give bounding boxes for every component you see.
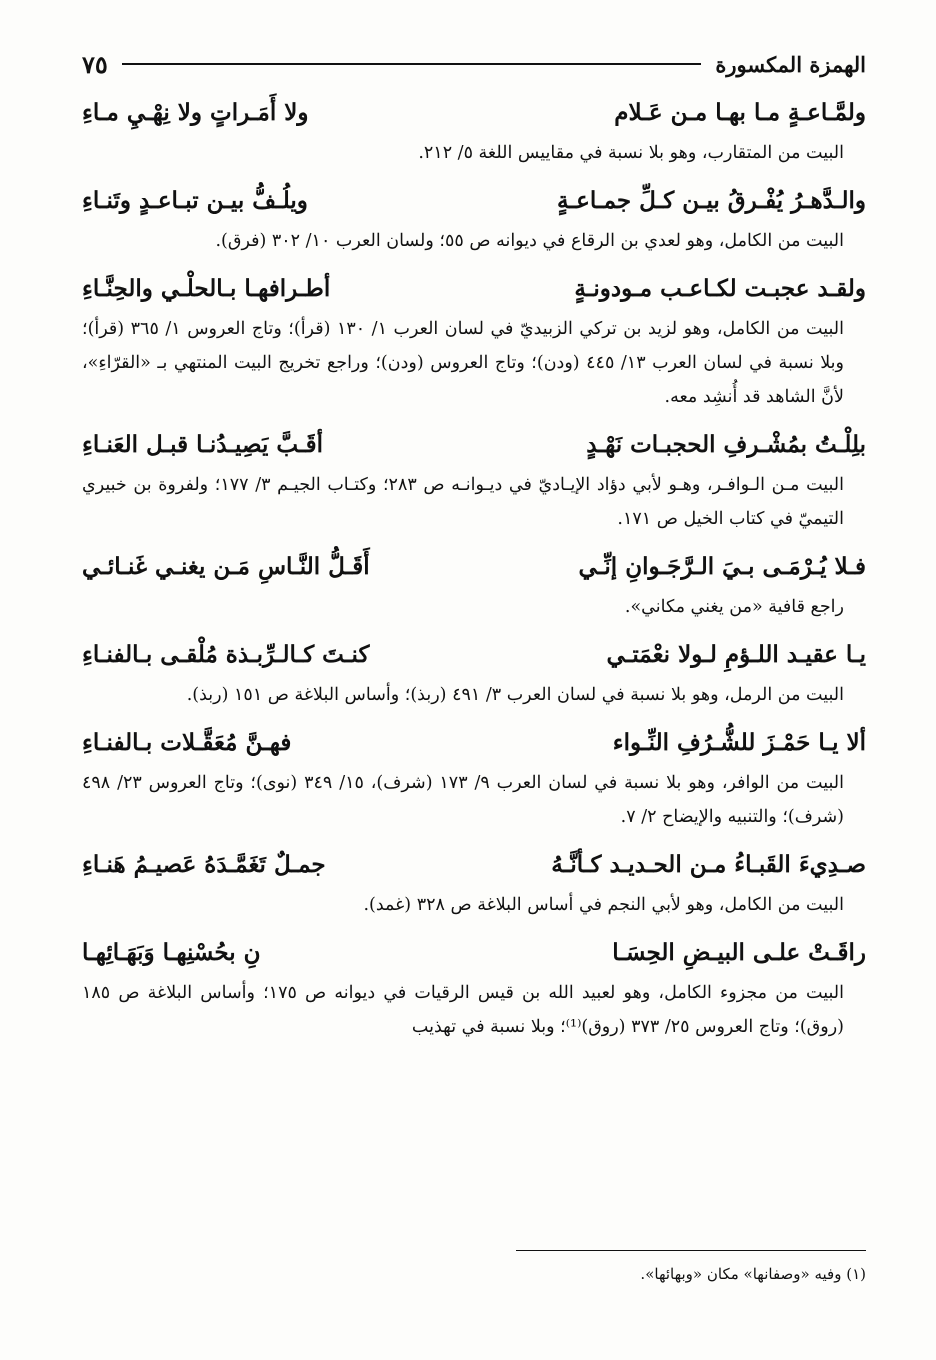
verse xyxy=(82,266,866,312)
verse-second-hemistich: جمـلٌ تَغَمَّـدَهُ عَصيـمُ هَنـاءِ xyxy=(82,851,326,878)
footnotes xyxy=(82,1250,866,1287)
verse-commentary: البيت من الكامل، وهو لزيد بن تركي الزبيديّ في لسان العرب ١/ ١٣٠ (قرأ)؛ وتاج العروس ١/ ٣٦٥ (قرأ)؛ وبلا نسبة في لسان العرب ١٣/ ٤٤٥ (ودن)؛ وتاج العروس (ودن)؛ وراجع تخريج البيت المنتهي بـ «القرّاءِ»، لأنَّ الشاهد قد أُنشِد معه. xyxy=(82,319,844,407)
verse xyxy=(82,90,866,136)
entry xyxy=(82,930,866,1044)
verse-commentary: البيت من الكامل، وهو لعدي بن الرقاع في ديوانه ص ٥٥؛ ولسان العرب ١٠/ ٣٠٢ (فرق). xyxy=(215,231,844,251)
entry xyxy=(82,90,866,170)
verse-first-hemistich: فـلا يُـرْمَـى بـيَ الـرَّجَـوانِ إنِّـي xyxy=(578,553,866,580)
entry xyxy=(82,632,866,712)
running-title: الهمزة المكسورة xyxy=(715,51,866,77)
footnote: (١) وفيه «وصفانها» مكان «وبهائها». xyxy=(640,1265,866,1283)
verse-first-hemistich: يـا عقيـد اللـؤمِ لـولا نعْمَتـي xyxy=(606,641,866,668)
verse-first-hemistich: صـدِيءَ القَبـاءُ مـن الحـديـد كـأنَّـهُ xyxy=(551,851,866,878)
verse-first-hemistich: راقَـتْ علـى البيـضِ الحِسَـا xyxy=(612,939,866,966)
verse-commentary: راجع قافية «من يغني مكاني». xyxy=(624,597,844,617)
verse-first-hemistich: ولمَّـاعـةٍ مـا بهـا مـن عَـلام xyxy=(614,99,866,126)
entries xyxy=(82,90,866,1044)
verse-first-hemistich: ولقـد عجبـت لكـاعـب مـودونـةٍ xyxy=(574,275,866,302)
verse-second-hemistich: أقَـبَّ يَصِيـدُنـا قبـل العَنـاءِ xyxy=(82,431,324,458)
verse-first-hemistich: والـدَّهـرُ يُفْـرقُ بيـن كـلِّ جمـاعـةٍ xyxy=(557,187,866,214)
verse-commentary: البيت من المتقارب، وهو بلا نسبة في مقاييس اللغة ٥/ ٢١٢. xyxy=(418,143,844,163)
verse-commentary: البيت من الكامل، وهو لأبي النجم في أساس البلاغة ص ٣٢٨ (غمد). xyxy=(363,895,844,915)
verse xyxy=(82,720,866,766)
verse xyxy=(82,544,866,590)
entry xyxy=(82,178,866,258)
entry xyxy=(82,842,866,922)
verse xyxy=(82,842,866,888)
verse-second-hemistich: أطـرافهـا بـالحلْـي والحِنَّـاءِ xyxy=(82,275,331,302)
entry xyxy=(82,266,866,414)
verse-second-hemistich: أَقَـلُّ النَّـاسِ مَـن يغنـي غَنـائـي xyxy=(82,553,370,580)
verse-first-hemistich: ألا يـا حَمْـزَ للشُّـرُفِ النِّـواء xyxy=(612,729,866,756)
entry xyxy=(82,544,866,624)
verse-second-hemistich: فهـنَّ مُعَقَّـلات بـالفنـاءِ xyxy=(82,729,292,756)
verse-commentary: البيت من الوافر، وهو بلا نسبة في لسان العرب ٩/ ١٧٣ (شرف)، ١٥/ ٣٤٩ (نوى)؛ وتاج العروس ٢٣/ ٤٩٨ (شرف)؛ والتنبيه والإيضاح ٢/ ٧. xyxy=(82,773,844,827)
verse-second-hemistich: ويلُـفُّ بيـن تبـاعـدٍ وتَنـاءِ xyxy=(82,187,308,214)
header-rule xyxy=(122,63,702,65)
entry xyxy=(82,720,866,834)
verse-commentary: البيت من مجزوء الكامل، وهو لعبيد الله بن قيس الرقيات في ديوانه ص ١٧٥؛ وأساس البلاغة ص ١٨٥ (روق)؛ وتاج العروس ٢٥/ ٣٧٣ (روق)⁽¹⁾؛ وبلا نسبة في تهذيب xyxy=(82,983,844,1037)
verse xyxy=(82,930,866,976)
footnote-rule xyxy=(516,1250,866,1251)
verse xyxy=(82,632,866,678)
verse xyxy=(82,178,866,224)
entry xyxy=(82,422,866,536)
verse-second-hemistich: نِ بحُسْنِهـا وَبَهَـائِهـا xyxy=(82,939,261,966)
verse-first-hemistich: بلِلْـتُ بمُشْـرفِ الحجبـات نَهْـدٍ xyxy=(586,431,866,458)
verse-commentary: البيت مـن الـوافـر، وهـو لأبي دؤاد الإيـاديّ في ديـوانـه ص ٢٨٣؛ وكتـاب الجيـم ٣/ ١٧٧؛ ولفروة بن خبيري التيميّ في كتاب الخيل ص ١٧١. xyxy=(82,475,845,529)
page-header xyxy=(82,44,866,84)
page-number: ٧٥ xyxy=(82,49,108,79)
verse xyxy=(82,422,866,468)
verse-commentary: البيت من الرمل، وهو بلا نسبة في لسان العرب ٣/ ٤٩١ (ربذ)؛ وأساس البلاغة ص ١٥١ (ربذ). xyxy=(186,685,844,705)
verse-second-hemistich: كنـتَ كـالـرِّبـذة مُلْقـى بـالفنـاءِ xyxy=(82,641,370,668)
verse-second-hemistich: ولا أَمَـراتٍ ولا نِهْـيِ مـاءِ xyxy=(82,99,309,126)
